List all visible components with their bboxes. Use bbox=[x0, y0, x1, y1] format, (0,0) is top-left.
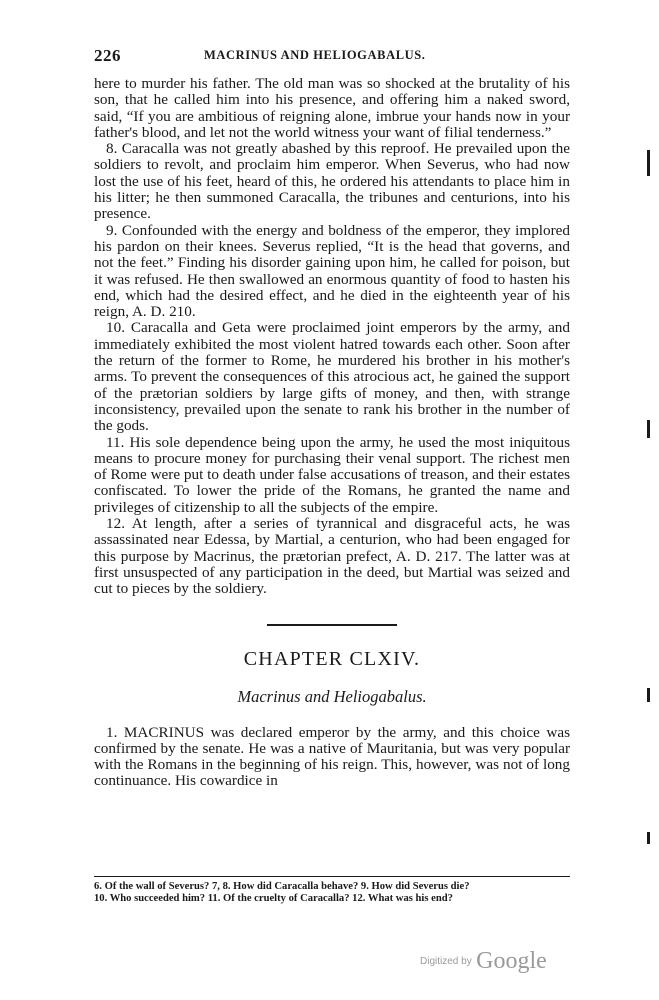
paragraph-11: 11. His sole dependence being upon the army, he used the most iniquitous means to procure money for purchasing their venal support. The richest men of Rome were put to death under false accusations of treason, and their estates confiscated. To lower the pride of the Romans, he granted the name and privileges of citizenship to all the subjects of the empire. bbox=[94, 433, 570, 516]
chapter-subtitle: Macrinus and Heliogabalus. bbox=[237, 686, 427, 706]
page-edge-mark bbox=[647, 832, 650, 844]
chapter-heading: CHAPTER CLXIV. bbox=[243, 647, 421, 670]
section-divider bbox=[267, 624, 397, 626]
watermark-prefix: Digitized by bbox=[420, 956, 472, 967]
question-line-1: 6. Of the wall of Severus? 7, 8. How did Caracalla behave? 9. How did Severus die? bbox=[94, 881, 470, 892]
paragraph-8: 8. Caracalla was not greatly abashed by this reproof. He prevailed upon the soldiers to revolt, and proclaim him emperor. When Severus, who had now lost the use of his feet, heard of this, he ordered his attendants to place him in his litter; he then summoned Caracalla, the tribunes and centurions, into his presence. bbox=[94, 140, 570, 223]
running-title: MACRINUS AND HELIOGABALUS. bbox=[204, 48, 426, 62]
study-questions bbox=[94, 876, 570, 905]
book-page bbox=[94, 46, 570, 790]
page-edge-mark bbox=[647, 420, 650, 438]
question-line-2: 10. Who succeeded him? 11. Of the cruelty of Caracalla? 12. What was his end? bbox=[94, 893, 453, 904]
paragraph-10: 10. Caracalla and Geta were proclaimed joint emperors by the army, and immediately exhibited the most violent hatred towards each other. Soon after the return of the former to Rome, he murdered his brother in his mother's arms. To prevent the consequences of this atrocious act, he gained the support of the prætorian soldiers by large gifts of money, and then, with strange inconsistency, prevailed upon the senate to rank his brother in the number of the gods. bbox=[94, 319, 570, 435]
chapter-paragraph-1: 1. MACRINUS was declared emperor by the army, and this choice was confirmed by the senate. He was a native of Mauritania, but was very popular with the Romans in the beginning of his reign. This, however, was not of long continuance. His cowardice in bbox=[94, 723, 570, 790]
paragraph-9: 9. Confounded with the energy and boldness of the emperor, they implored his pardon on their knees. Severus replied, “It is the head that governs, and not the feet.” Finding his disorder gaining upon him, he called for poison, but it was refused. He then swallowed an enormous quantity of food to hasten his end, which had the desired effect, and he died in the eighteenth year of his reign, A. D. 210. bbox=[94, 221, 570, 321]
digitized-watermark bbox=[420, 948, 547, 975]
page-number: 226 bbox=[94, 46, 121, 65]
body-text bbox=[94, 76, 570, 598]
watermark-brand: Google bbox=[476, 948, 547, 974]
running-head bbox=[94, 46, 570, 70]
paragraph-7-continued: here to murder his father. The old man was so shocked at the brutality of his son, that he called him into his presence, and offering him a naked sword, said, “If you are ambitious of reigning alone, imbrue your hands now in your father's blood, and let not the world witness your want of filial tenderness.” bbox=[94, 75, 570, 141]
chapter-body bbox=[94, 725, 570, 790]
page-edge-mark bbox=[647, 150, 650, 176]
page-edge-mark bbox=[647, 688, 650, 702]
paragraph-12: 12. At length, after a series of tyrannical and disgraceful acts, he was assassinated near Edessa, by Martial, a centurion, who had been engaged for this purpose by Macrinus, the prætorian prefect, A. D. 217. The latter was at first unsuspected of any participation in the deed, but Martial was seized and cut to pieces by the soldiery. bbox=[94, 515, 570, 598]
